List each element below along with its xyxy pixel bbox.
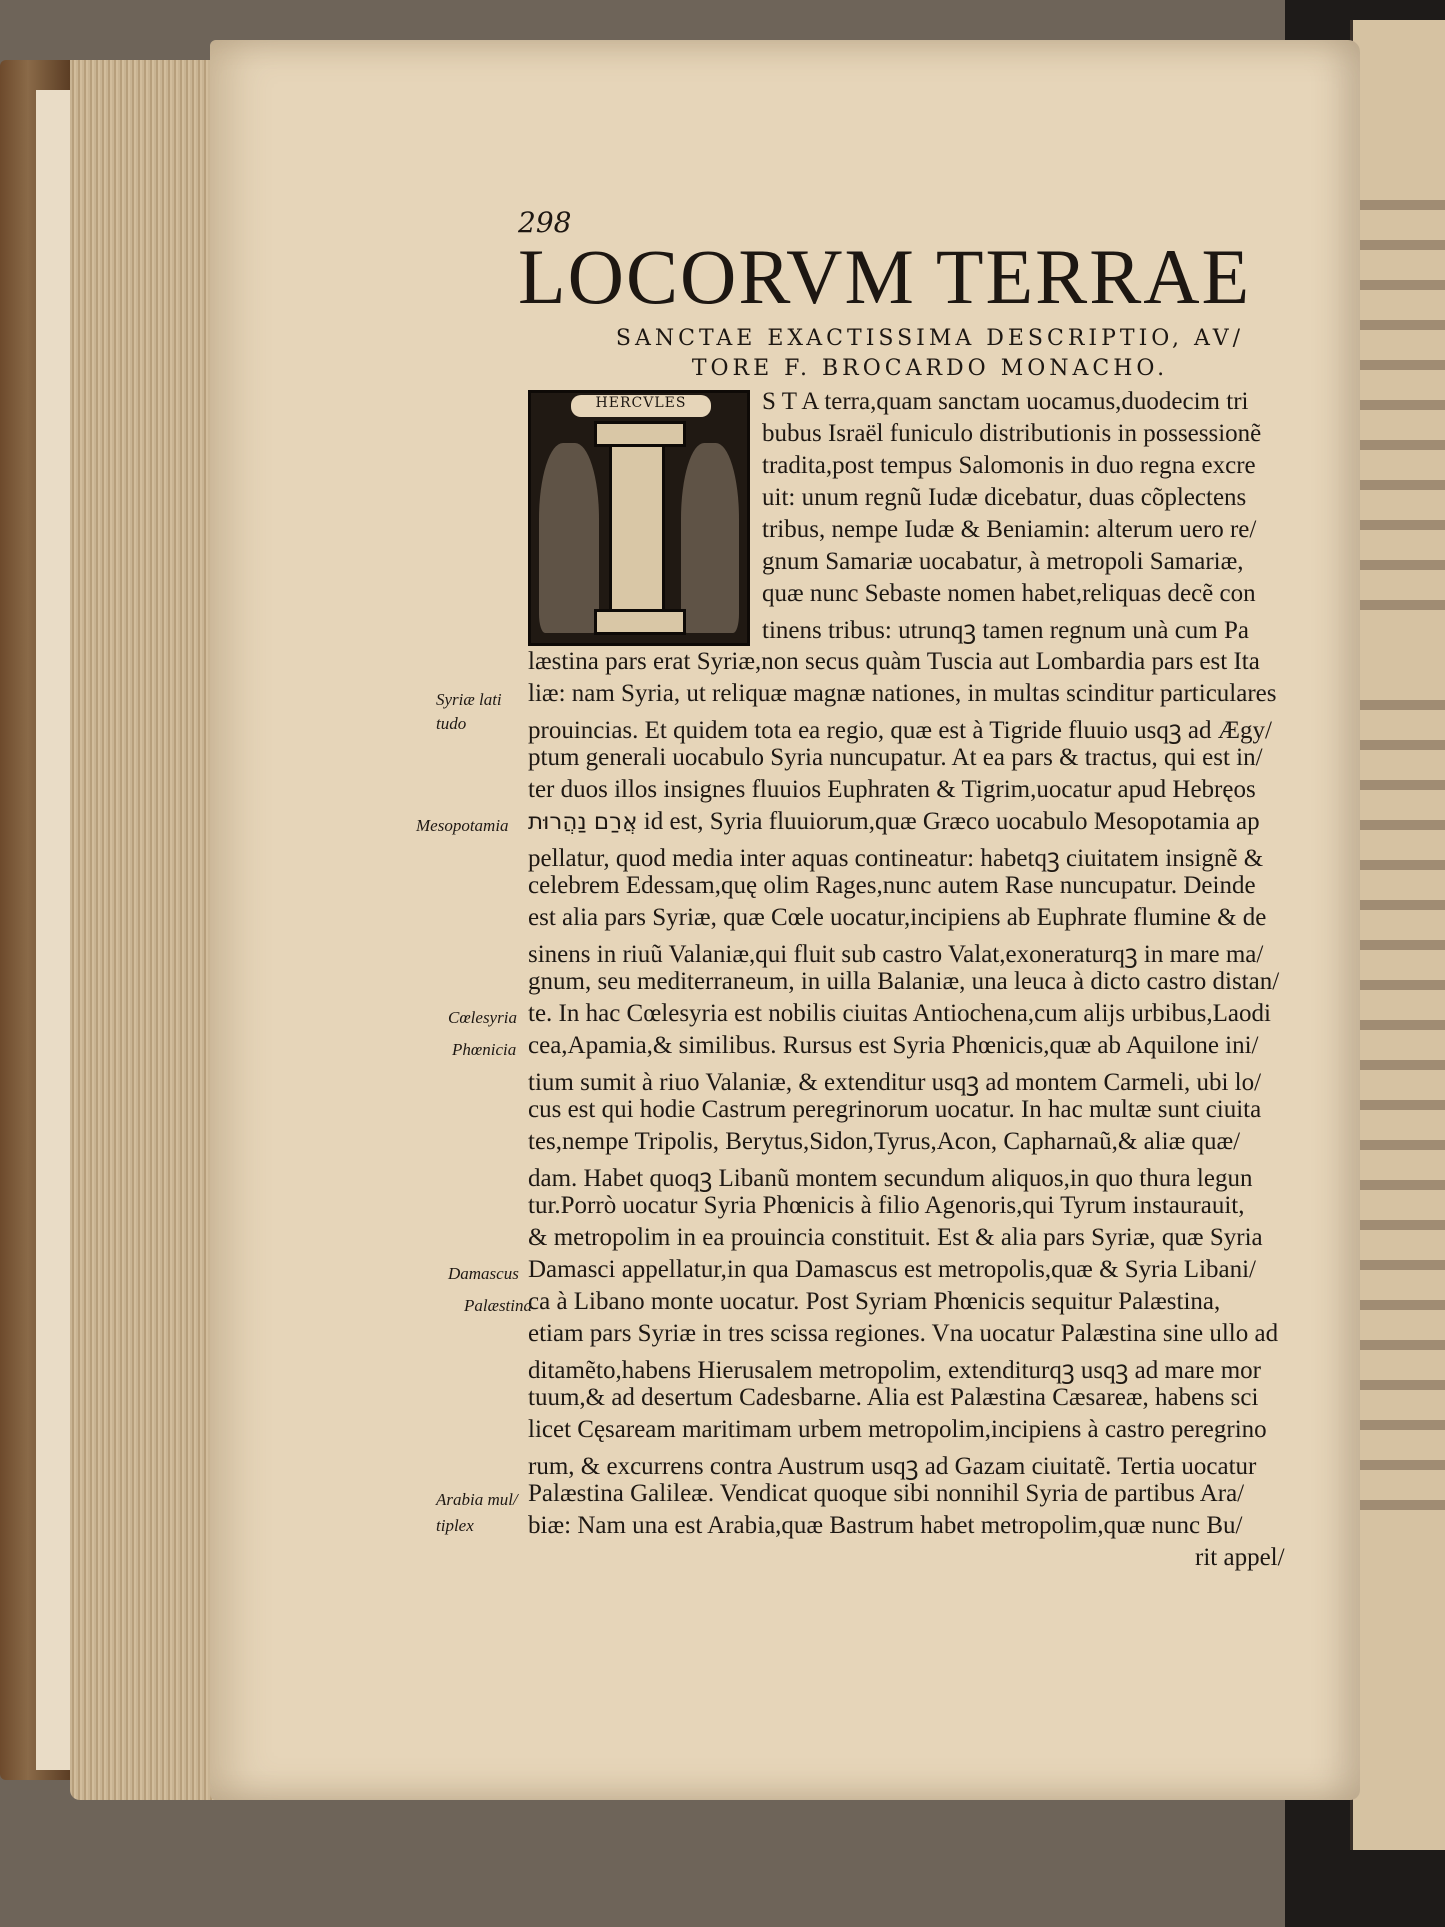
facing-page-text [1360,1300,1445,1310]
text-line: sinens in riuũ Valaniæ,qui fluit sub castro Valat,exoneraturqꝫ in mare ma/ [528,941,1264,968]
text-line: cea,Apamia,& similibus. Rursus est Syria Phœnicis,quæ ab Aquilone ini/ [528,1032,1259,1059]
text-line: tribus, nempe Iudæ & Beniamin: alterum uero re/ [762,516,1257,543]
text-line: rum, & excurrens contra Austrum usqꝫ ad Gazam ciuitatẽ. Tertia uocatur [528,1453,1257,1480]
text-line: læstina pars erat Syriæ,non secus quàm Tuscia aut Lombardia pars est Ita [528,648,1260,675]
text-line: tinens tribus: utrunqꝫ tamen regnum unà cum Pa [762,617,1249,644]
facing-page-text [1360,280,1445,290]
facing-page-text [1360,560,1445,570]
facing-page-text [1360,1140,1445,1150]
facing-page-text [1360,1020,1445,1030]
woodcut-initial [528,390,750,646]
marginal-note: tiplex [436,1516,474,1535]
text-line: ptum generali uocabulo Syria nuncupatur. At ea pars & tractus, qui est in/ [528,744,1263,771]
text-line: liæ: nam Syria, ut reliquæ magnæ nationes, in multas scinditur particulares [528,680,1277,707]
facing-page-text [1360,820,1445,830]
text-line: tradita,post tempus Salomonis in duo regna excre [762,452,1256,479]
text-line: tur.Porrò uocatur Syria Phœnicis à filio Agenoris,qui Tyrum instaurauit, [528,1192,1245,1219]
facing-page-text [1360,980,1445,990]
text-line: prouincias. Et quidem tota ea regio, quæ est à Tigride fluuio usqꝫ ad Ægy/ [528,717,1272,744]
text-line: pellatur, quod media inter aquas contineatur: habetqꝫ ciuitatem insignẽ & [528,845,1264,872]
main-title: LOCORVM TERRAE [518,233,1252,320]
text-line: ditamẽto,habens Hierusalem metropolim, extenditurqꝫ usqꝫ ad mare mor [528,1357,1261,1384]
facing-page-text [1360,700,1445,710]
text-line: biæ: Nam una est Arabia,quæ Bastrum habet metropolim,quæ nunc Bu/ [528,1512,1243,1539]
hebrew-text: אֲרַם נַהֲרוּת [528,809,638,835]
marginal-note: Cœlesyria [448,1008,517,1027]
facing-page-text [1360,940,1445,950]
facing-page-text [1360,240,1445,250]
facing-page [1350,20,1445,1850]
text-line: est alia pars Syriæ, quæ Cœle uocatur,incipiens ab Euphrate flumine & de [528,904,1267,931]
text-line-hebrew [528,808,1260,836]
marginal-note: Mesopotamia [416,816,509,835]
text-line: gnum Samariæ uocabatur, à metropoli Samariæ, [762,548,1244,575]
facing-page-text [1360,600,1445,610]
marginal-note: tudo [436,714,467,733]
text-line: licet Cęsaream maritimam urbem metropolim,incipiens à castro peregrino [528,1416,1267,1443]
text-line: celebrem Edessam,quę olim Rages,nunc autem Rase nuncupatur. Deinde [528,872,1256,899]
text-line: S T A terra,quam sanctam uocamus,duodecim tri [762,388,1249,415]
marginal-note: Palæstina [464,1296,533,1315]
facing-page-text [1360,1420,1445,1430]
facing-page-text [1360,1500,1445,1510]
facing-page-text [1360,1100,1445,1110]
woodcut-figure [539,443,599,633]
facing-page-text [1360,900,1445,910]
text-line: tium sumit à riuo Valaniæ, & extenditur usqꝫ ad montem Carmeli, ubi lo/ [528,1069,1262,1096]
marginal-note: Damascus [448,1264,519,1283]
marginal-note: Arabia mul/ [436,1490,518,1509]
facing-page-text [1360,1380,1445,1390]
facing-page-text [1360,1180,1445,1190]
marginal-note: Syriæ lati [436,690,502,709]
facing-page-text [1360,1260,1445,1270]
facing-page-text [1360,480,1445,490]
facing-page-text [1360,860,1445,870]
facing-page-text [1360,520,1445,530]
subtitle-line-1: SANCTAE EXACTISSIMA DESCRIPTIO, AV/ [615,326,1245,351]
text-line: quæ nunc Sebaste nomen habet,reliquas decẽ con [762,580,1256,607]
initial-letter [609,421,665,635]
marginal-note: Phœnicia [452,1040,517,1059]
text-line: uit: unum regnũ Iudæ dicebatur, duas cõplectens [762,484,1247,511]
text-line: te. In hac Cœlesyria est nobilis ciuitas Antiochena,cum alijs urbibus,Laodi [528,1000,1271,1027]
text-line: dam. Habet quoqꝫ Libanũ montem secundum aliquos,in quo thura legun [528,1165,1253,1192]
page-number: 298 [518,206,572,239]
facing-page-text [1360,400,1445,410]
initial-label: HERCVLES [571,395,711,417]
text-line: ca à Libano monte uocatur. Post Syriam Phœnicis sequitur Palæstina, [528,1288,1221,1315]
facing-page-text [1360,1340,1445,1350]
facing-page-text [1360,1060,1445,1070]
text-line: ter duos illos insignes fluuios Euphraten & Tigrim,uocatur apud Hebręos [528,776,1256,803]
text-line: & metropolim in ea prouincia constituit. Est & alia pars Syriæ, quæ Syria [528,1224,1263,1251]
facing-page-text [1360,740,1445,750]
text-line-rest: id est, Syria fluuiorum,quæ Græco uocabulo Mesopotamia ap [643,808,1260,835]
facing-page-text [1360,780,1445,790]
text-line: bubus Israël funiculo distributionis in possessionẽ [762,420,1262,447]
facing-page-text [1360,1220,1445,1230]
text-line: rit appel/ [1195,1544,1285,1571]
text-line: tes,nempe Tripolis, Berytus,Sidon,Tyrus,Acon, Capharnaũ,& aliæ quæ/ [528,1128,1241,1155]
facing-page-text [1360,320,1445,330]
facing-page-text [1360,440,1445,450]
text-line: cus est qui hodie Castrum peregrinorum uocatur. In hac multæ sunt ciuita [528,1096,1262,1123]
facing-page-text [1360,200,1445,210]
text-line: Damasci appellatur,in qua Damascus est metropolis,quæ & Syria Libani/ [528,1256,1257,1283]
page-edges [70,60,230,1800]
facing-page-text [1360,1460,1445,1470]
text-line: Palæstina Galileæ. Vendicat quoque sibi nonnihil Syria de partibus Ara/ [528,1480,1245,1507]
woodcut-figure [681,443,739,633]
text-line: tuum,& ad desertum Cadesbarne. Alia est Palæstina Cæsareæ, habens sci [528,1384,1259,1411]
text-line: etiam pars Syriæ in tres scissa regiones. Vna uocatur Palæstina sine ullo ad [528,1320,1279,1347]
text-line: gnum, seu mediterraneum, in uilla Balaniæ, una leuca à dicto castro distan/ [528,968,1280,995]
facing-page-text [1360,360,1445,370]
subtitle-line-2: TORE F. BROCARDO MONACHO. [691,356,1169,381]
